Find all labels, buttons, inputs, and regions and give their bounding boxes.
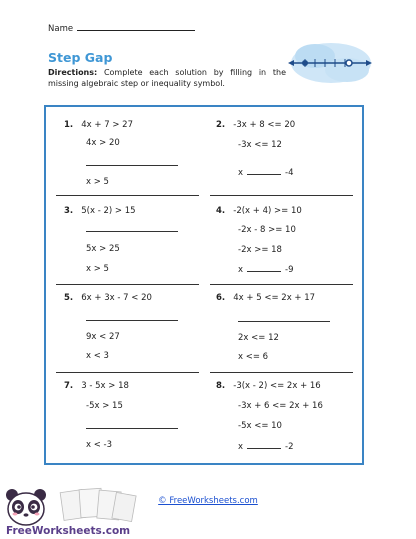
problem-statement: 3 - 5x > 18 (81, 381, 129, 391)
step-line: 4x > 20 (86, 138, 120, 148)
step-line: 5x > 25 (86, 244, 120, 254)
problems-frame (44, 105, 364, 465)
problem-number: 5. (64, 293, 74, 303)
problem-1 (64, 120, 133, 130)
directions-label: Directions: (48, 68, 98, 77)
problem-statement: -2(x + 4) >= 10 (233, 206, 302, 216)
step-line: -5x > 15 (86, 401, 123, 411)
logo-text: FreeWorksheets.com (6, 525, 131, 537)
step-line: x < -3 (86, 440, 113, 450)
name-field (48, 22, 195, 34)
answer-blank[interactable] (86, 320, 178, 321)
freeworksheets-logo (0, 485, 140, 539)
problem-number: 3. (64, 206, 74, 216)
problem-statement: -3(x - 2) <= 2x + 16 (233, 381, 321, 391)
page-title: Step Gap (48, 50, 113, 65)
problem-6 (216, 293, 315, 303)
answer-blank[interactable] (86, 231, 178, 232)
row-divider (56, 195, 199, 196)
problem-statement: 6x + 3x - 7 < 20 (81, 293, 152, 303)
step-line: -3x <= 12 (238, 140, 282, 150)
step-line: -2x >= 18 (238, 245, 282, 255)
row-divider (56, 284, 199, 285)
problem-3 (64, 206, 136, 216)
symbol-blank[interactable] (247, 264, 281, 272)
row-divider (56, 372, 199, 373)
number-line-illustration (285, 40, 375, 86)
problem-statement: 4x + 7 > 27 (81, 120, 133, 130)
step-line: x <= 6 (238, 352, 269, 362)
problem-number: 8. (216, 381, 226, 391)
symbol-blank[interactable] (247, 167, 281, 175)
row-divider (210, 284, 353, 285)
step-value: -2 (285, 442, 294, 452)
row-divider (210, 372, 353, 373)
step-value: -4 (285, 168, 294, 178)
step-value: -9 (285, 265, 294, 275)
step-line: 2x <= 12 (238, 333, 279, 343)
step-line: x > 5 (86, 177, 109, 187)
answer-blank[interactable] (86, 428, 178, 429)
problem-4 (216, 206, 302, 216)
step-var: x (238, 168, 244, 178)
problem-number: 1. (64, 120, 74, 130)
step-line: -2x - 8 >= 10 (238, 225, 296, 235)
step-var: x (238, 442, 244, 452)
problem-number: 2. (216, 120, 226, 130)
symbol-blank[interactable] (247, 441, 281, 449)
step-line: x > 5 (86, 264, 109, 274)
problem-8 (216, 381, 321, 391)
step-line-with-blank (238, 167, 294, 178)
answer-blank[interactable] (238, 321, 330, 322)
row-divider (210, 195, 353, 196)
answer-blank[interactable] (86, 165, 178, 166)
name-blank-line[interactable] (77, 22, 195, 31)
problem-number: 4. (216, 206, 226, 216)
problem-statement: 4x + 5 <= 2x + 17 (233, 293, 316, 303)
directions (48, 67, 286, 89)
problem-5 (64, 293, 152, 303)
problem-number: 6. (216, 293, 226, 303)
step-line-with-blank (238, 264, 294, 275)
copyright-link[interactable]: © FreeWorksheets.com (158, 496, 258, 506)
name-label: Name (48, 24, 74, 34)
step-line: -5x <= 10 (238, 421, 282, 431)
step-line: -3x + 6 <= 2x + 16 (238, 401, 323, 411)
step-var: x (238, 265, 244, 275)
problem-statement: 5(x - 2) > 15 (81, 206, 136, 216)
step-line: 9x < 27 (86, 332, 120, 342)
step-line-with-blank (238, 441, 294, 452)
directions-text: Complete each solution by filling in the missing algebraic step or inequality symbol. (48, 68, 286, 88)
problem-7 (64, 381, 129, 391)
problem-2 (216, 120, 295, 130)
problem-number: 7. (64, 381, 74, 391)
step-line: x < 3 (86, 351, 109, 361)
problem-statement: -3x + 8 <= 20 (233, 120, 296, 130)
